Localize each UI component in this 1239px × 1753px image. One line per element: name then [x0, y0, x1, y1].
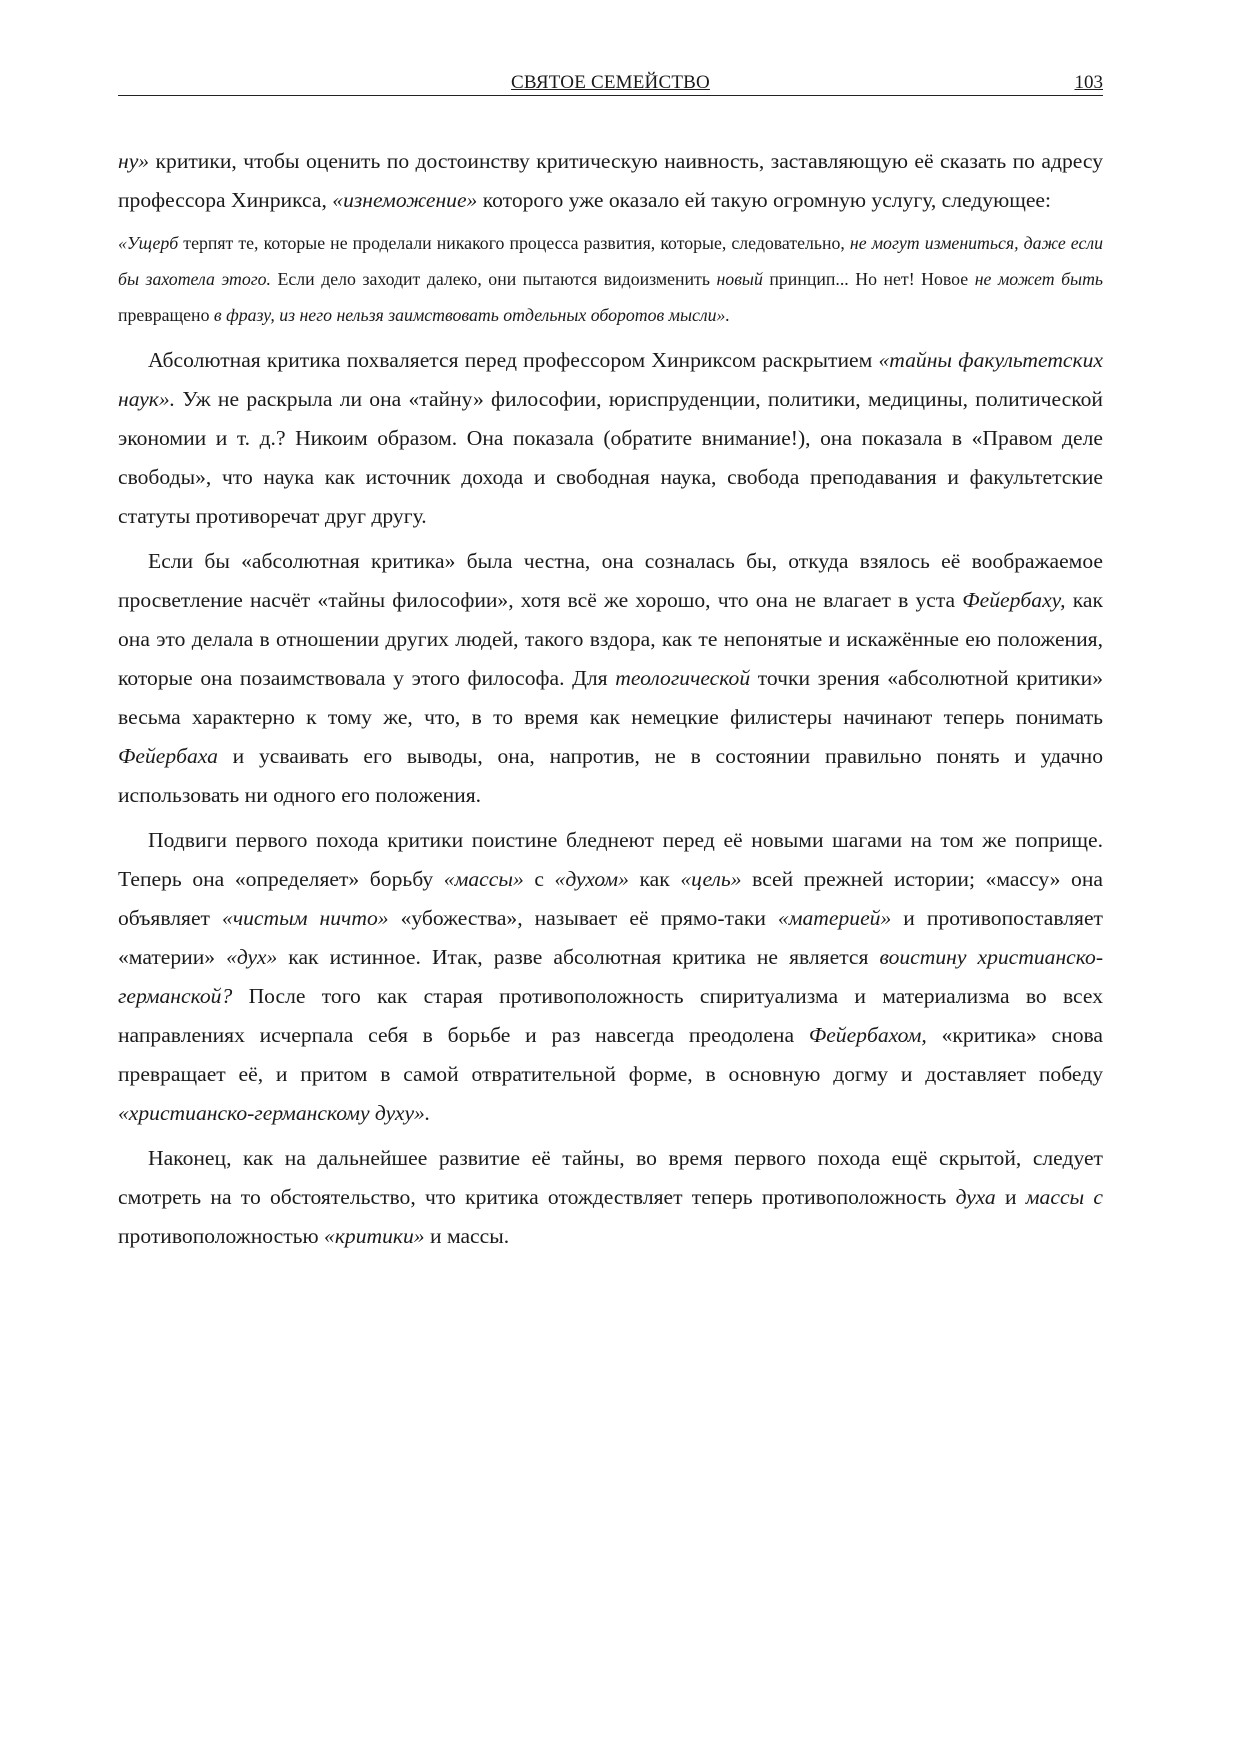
italic-emphasis: «материей» [777, 906, 892, 930]
page-number: 103 [1074, 72, 1103, 93]
text-run: и [995, 1185, 1026, 1209]
text-run: превращено [118, 305, 214, 325]
text-run: и противопоставляет «материи» [118, 906, 1103, 969]
text-run: которого уже оказало ей такую огромную услугу, следующее: [477, 188, 1052, 212]
italic-emphasis: Фейербахом, [808, 1023, 927, 1047]
text-run: Уж не раскрыла ли она «тайну» философии, юриспруденции, политики, медицины, политической экономии и т. д.? Никоим образом. Она показала (обратите внимание!), она показала в «Правом деле свободы», что наука как источник дохода и свободная наука, свобода преподавания и факультетские статуты противоречат друг другу. [118, 387, 1103, 528]
text-run: Наконец, как на дальнейшее развитие её тайны, во время первого похода ещё скрытой, следует смотреть на то обстоятельство, что критика отождествляет теперь противоположность [118, 1146, 1103, 1209]
paragraph [118, 821, 1103, 1133]
italic-emphasis: ну» [118, 149, 150, 173]
text-run: Если дело заходит далеко, они пытаются видоизменить [271, 269, 717, 289]
running-title: СВЯТОЕ СЕМЕЙСТВО [511, 72, 710, 93]
italic-emphasis: «цель» [680, 867, 742, 891]
block-quote [118, 225, 1103, 333]
italic-emphasis: воистину христианско-германской? [118, 945, 1104, 1008]
italic-emphasis: новый [716, 269, 763, 289]
italic-emphasis: не могут измениться, даже если бы захотела этого. [118, 233, 1103, 289]
italic-emphasis: «критики» [324, 1224, 425, 1248]
italic-emphasis: «изнеможение» [332, 188, 478, 212]
paragraph [118, 542, 1103, 815]
italic-emphasis: Фейербаха [118, 744, 218, 768]
italic-emphasis: «Ущерб [118, 233, 179, 253]
italic-emphasis: Фейербаху, [962, 588, 1066, 612]
text-run: критики, чтобы оценить по достоинству критическую наивность, заставляющую её сказать по адресу профессора Хинрикса, [118, 149, 1103, 212]
italic-emphasis: «христианско-германскому духу». [118, 1101, 431, 1125]
text-run: Подвиги первого похода критики поистине бледнеют перед её новыми шагами на том же поприще. Теперь она «определяет» борьбу [118, 828, 1103, 891]
page-body [118, 142, 1103, 1256]
text-run: После того как старая противоположность спиритуализма и материализма во всех направлениях исчерпала себя в борьбе и раз навсегда преодолена [118, 984, 1103, 1047]
text-run: терпят те, которые не проделали никакого процесса развития, которые, следовательно, [178, 233, 850, 253]
italic-emphasis: «массы» [443, 867, 524, 891]
italic-emphasis: массы с [1025, 1185, 1103, 1209]
paragraph [118, 1139, 1103, 1256]
text-run: и массы. [424, 1224, 510, 1248]
text-run: и усваивать его выводы, она, напротив, не в состоянии правильно понять и удачно использовать ни одного его положения. [118, 744, 1103, 807]
text-run: всей прежней истории; «массу» она объявляет [118, 867, 1103, 930]
italic-emphasis: в фразу, из него нельзя заимствовать отдельных оборотов мысли». [213, 305, 730, 325]
text-run: «убожества», называет её прямо-таки [388, 906, 778, 930]
italic-emphasis: духа [955, 1185, 996, 1209]
text-run: как она это делала в отношении других людей, такого вздора, как те непонятые и искажённые ею положения, которые она позаимствовала у этого философа. Для [118, 588, 1103, 690]
paragraph [118, 341, 1103, 536]
text-run: Если бы «абсолютная критика» была честна, она созналась бы, откуда взялось её воображаемое просветление насчёт «тайны философии», хотя всё же хорошо, что она не влагает в уста [118, 549, 1103, 612]
italic-emphasis: «дух» [226, 945, 278, 969]
paragraph-continued [118, 142, 1103, 220]
italic-emphasis: «тайны факультетских наук». [118, 348, 1103, 411]
italic-emphasis: «духом» [554, 867, 629, 891]
italic-emphasis: «чистым ничто» [222, 906, 389, 930]
text-run: как [628, 867, 681, 891]
italic-emphasis: не может быть [974, 269, 1104, 289]
text-run: как истинное. Итак, разве абсолютная критика не является [277, 945, 880, 969]
text-run: с [523, 867, 555, 891]
text-run: противоположностью [118, 1224, 325, 1248]
text-run: Абсолютная критика похваляется перед профессором Хинриксом раскрытием [148, 348, 879, 372]
text-run: принцип... Но нет! Новое [762, 269, 975, 289]
running-header [118, 68, 1103, 96]
text-run: точки зрения «абсолютной критики» весьма характерно к тому же, что, в то время как немецкие филистеры начинают теперь понимать [118, 666, 1103, 729]
text-run: «критика» снова превращает её, и притом в самой отвратительной форме, в основную догму и доставляет победу [118, 1023, 1103, 1086]
italic-emphasis: теологической [615, 666, 751, 690]
